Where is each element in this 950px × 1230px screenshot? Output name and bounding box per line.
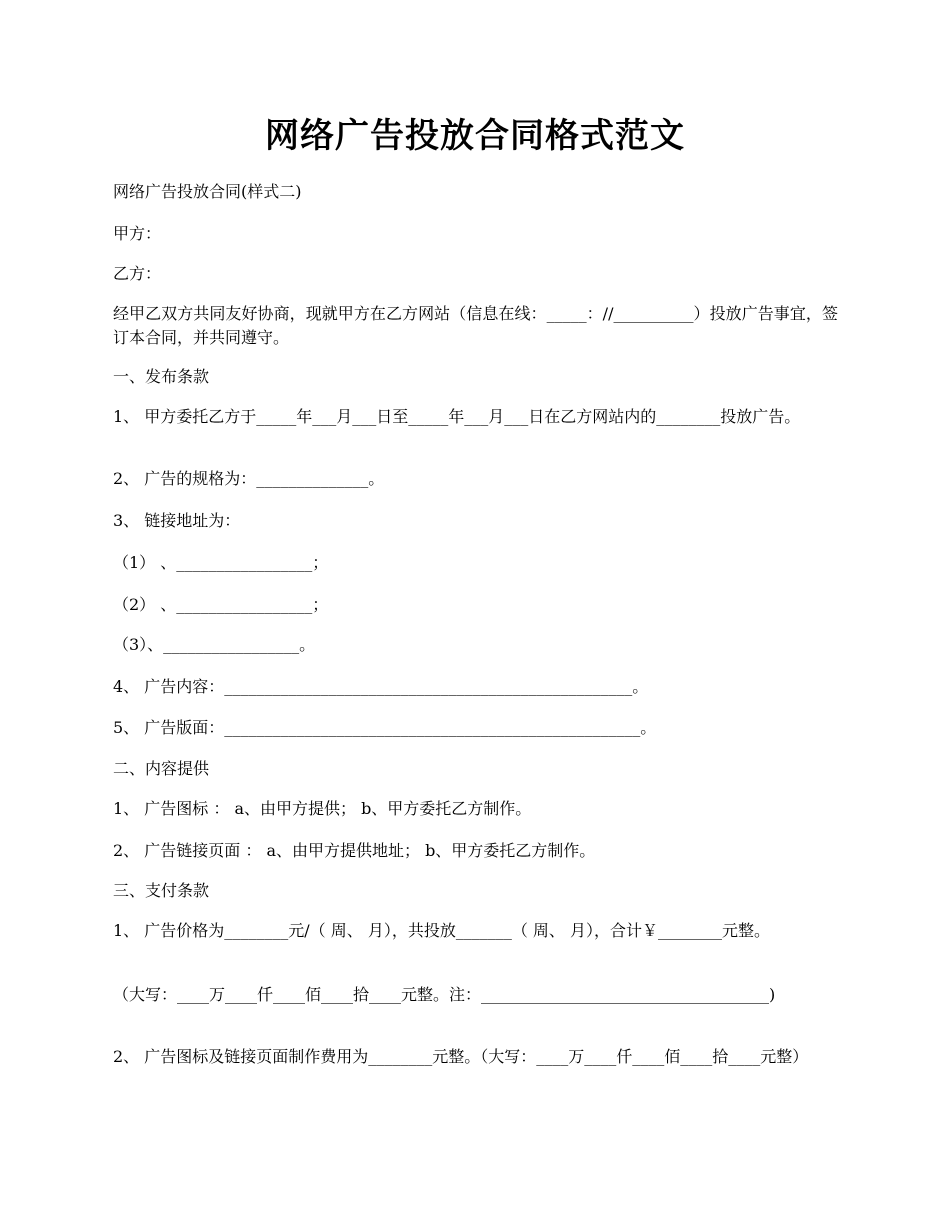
clause-2-2: 2、 广告链接页面 ： a、由甲方提供地址； b、甲方委托乙方制作。 <box>113 841 596 860</box>
clause-2-1: 1、 广告图标 ： a、由甲方提供； b、甲方委托乙方制作。 <box>113 799 532 818</box>
link-address-1: （1） 、_________________； <box>113 553 329 572</box>
link-address-2: （2） 、_________________； <box>113 595 329 614</box>
party-a-line: 甲方： <box>113 224 162 243</box>
clause-1-5: 5、 广告版面：____________________________________________________。 <box>113 718 657 737</box>
link-address-3: （3）、_________________。 <box>113 635 316 654</box>
clause-1-4: 4、 广告内容：___________________________________________________。 <box>113 677 649 696</box>
section-heading-publishing: 一、发布条款 <box>113 367 210 386</box>
clause-3-2: 2、 广告图标及链接页面制作费用为________元整。（大写：____万____仟____佰____拾____元整） <box>113 1047 809 1066</box>
party-b-line: 乙方： <box>113 264 162 283</box>
clause-1-2: 2、 广告的规格为：______________。 <box>113 469 385 488</box>
clause-1-3: 3、 链接地址为： <box>113 511 241 530</box>
clause-3-1: 1、 广告价格为________元/（ 周、 月），共投放_______（ 周、 月），合计￥________元整。 <box>113 921 771 940</box>
preamble-paragraph: 经甲乙双方共同友好协商，现就甲方在乙方网站（信息在线：_____：//__________）投放广告事宜，签订本合同，并共同遵守。 <box>113 304 838 347</box>
document-title: 网络广告投放合同格式范文 <box>265 116 685 156</box>
section-heading-content: 二、内容提供 <box>113 759 210 778</box>
clause-3-1-amount-in-words: （大写：____万____仟____佰____拾____元整。注：____________________________________) <box>113 985 776 1004</box>
contract-subtitle: 网络广告投放合同(样式二) <box>113 182 302 201</box>
clause-1-1: 1、 甲方委托乙方于_____年___月___日至_____年___月___日在乙方网站内的________投放广告。 <box>113 407 801 426</box>
section-heading-payment: 三、支付条款 <box>113 881 210 900</box>
